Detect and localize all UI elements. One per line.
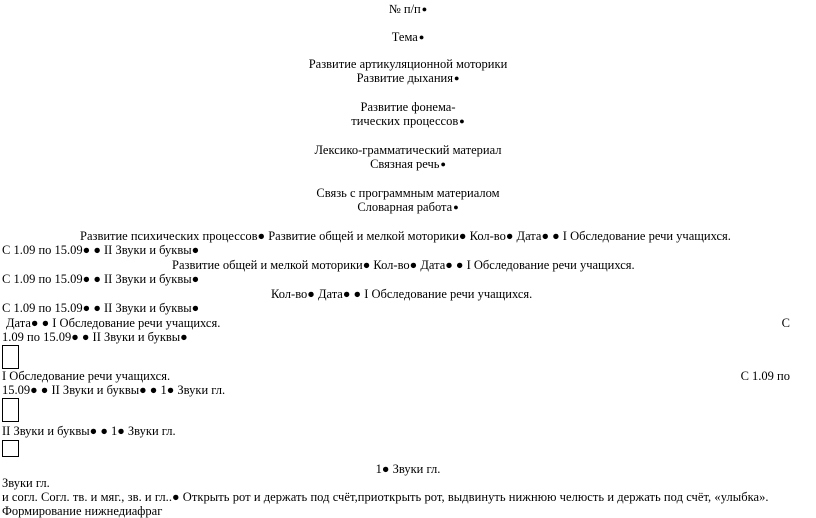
- vocab-header: Словарная работа ●: [0, 200, 816, 214]
- row-14: и согл. Согл. тв. и мяг., зв. и гл..● Открыть рот и держать под счёт,приоткрыть рот, выдвинуть нижнюю челюсть и держать под счёт, «улыбка».: [2, 490, 769, 504]
- table-cell-box: [2, 440, 19, 457]
- table-cell-box: [2, 345, 19, 369]
- speech-header: Связная речь ●: [0, 157, 816, 171]
- row-9-left: I Обследование речи учащихся.: [2, 369, 171, 383]
- number-header: № п/п ●: [0, 2, 816, 16]
- articulation-header: Развитие артикуляционной моторики: [308, 57, 508, 71]
- table-cell-box: [2, 398, 19, 422]
- phonemic-header-2: тических процессов ●: [0, 114, 816, 128]
- row-15: Формирование нижнедиафраг: [2, 504, 163, 518]
- row-12: 1● Звуки гл.: [375, 462, 441, 476]
- program-header: Связь с программным материалом: [316, 186, 500, 200]
- breathing-header: Развитие дыхания ●: [0, 71, 816, 85]
- row-7-left: Дата● ● I Обследование речи учащихся.: [6, 316, 221, 330]
- row-5: Кол-во● Дата● ● I Обследование речи учащихся.: [271, 287, 533, 301]
- row-7-right: С: [781, 316, 790, 330]
- row-2: С 1.09 по 15.09● ● II Звуки и буквы●: [2, 243, 200, 257]
- phonemic-header-1: Развитие фонема-: [360, 100, 456, 114]
- row-8: 1.09 по 15.09● ● II Звуки и буквы●: [2, 330, 188, 344]
- theme-header: Тема ●: [0, 30, 816, 44]
- row-13: Звуки гл.: [2, 476, 50, 490]
- row-4: С 1.09 по 15.09● ● II Звуки и буквы●: [2, 272, 200, 286]
- lexico-header: Лексико-грамматический материал: [314, 143, 502, 157]
- row-3: Развитие общей и мелкой моторики● Кол-во● Дата● ● I Обследование речи учащихся.: [172, 258, 635, 272]
- row-11: II Звуки и буквы● ● 1● Звуки гл.: [2, 424, 176, 438]
- row-10: 15.09● ● II Звуки и буквы● ● 1● Звуки гл.: [2, 383, 226, 397]
- row-1: Развитие психических процессов● Развитие общей и мелкой моторики● Кол-во● Дата● ● I Обследование речи учащихся.: [80, 229, 731, 243]
- row-6: С 1.09 по 15.09● ● II Звуки и буквы●: [2, 301, 200, 315]
- row-9-right: С 1.09 по: [740, 369, 790, 383]
